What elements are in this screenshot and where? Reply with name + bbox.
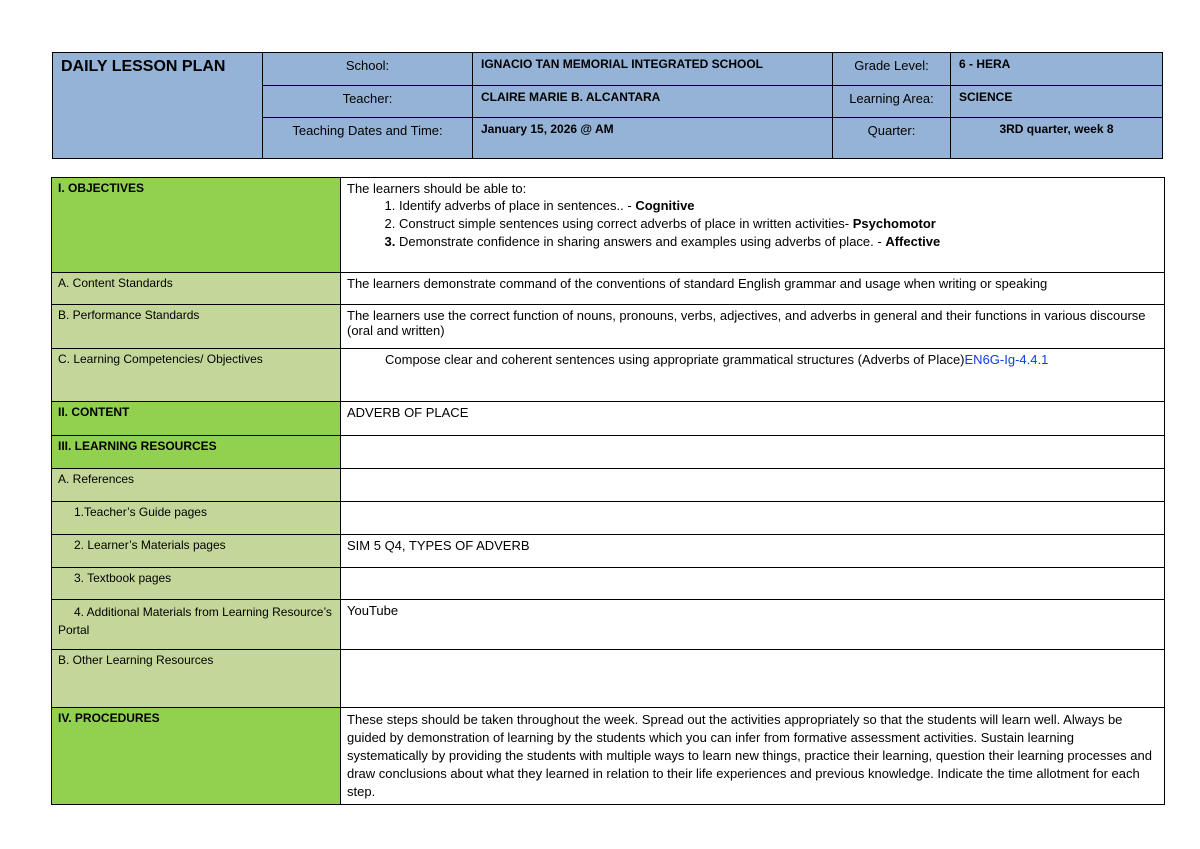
references-label: A. References	[52, 469, 341, 502]
content-standards-row	[52, 273, 1165, 305]
header-table	[52, 52, 1163, 159]
other-resources-label: B. Other Learning Resources	[52, 650, 341, 708]
competencies-label: C. Learning Competencies/ Objectives	[52, 349, 341, 402]
content-row	[52, 402, 1165, 436]
dates-label: Teaching Dates and Time:	[263, 118, 473, 159]
textbook-label: 3. Textbook pages	[74, 571, 172, 585]
learners-materials-label: 2. Learner’s Materials pages	[74, 538, 226, 552]
objective-item: 1. Identify adverbs of place in sentences.. - Cognitive	[399, 198, 1158, 213]
objectives-cell	[341, 178, 1165, 273]
teachers-guide-label: 1.Teacher’s Guide pages	[74, 505, 207, 519]
competencies-value: Compose clear and coherent sentences using appropriate grammatical structures (Adverbs of Place)	[385, 352, 965, 367]
objective-item: 3. Demonstrate confidence in sharing answers and examples using adverbs of place. - Affective	[399, 234, 1158, 249]
learners-materials-row	[52, 535, 1165, 568]
quarter-value: 3RD quarter, week 8	[951, 118, 1163, 159]
lesson-table	[51, 177, 1165, 805]
grade-label: Grade Level:	[833, 53, 951, 86]
teachers-guide-row	[52, 502, 1165, 535]
objective-item: 2. Construct simple sentences using correct adverbs of place in written activities- Psychomotor	[399, 216, 1158, 231]
performance-standards-label: B. Performance Standards	[52, 305, 341, 349]
learners-materials-value: SIM 5 Q4, TYPES OF ADVERB	[341, 535, 1165, 568]
performance-standards-row	[52, 305, 1165, 349]
competency-code: EN6G-Ig-4.4.1	[964, 352, 1049, 367]
content-standards-value: The learners demonstrate command of the conventions of standard English grammar and usage when writing or speaking	[341, 273, 1165, 305]
quarter-label: Quarter:	[833, 118, 951, 159]
procedures-value: These steps should be taken throughout the week. Spread out the activities appropriately so that the students will learn well. Always be guided by demonstration of learning by the students which you can infer from formative assessment activities. Sustain learning systematically by providing the students with multiple ways to learn new things, practice their learning, question their learning processes and draw conclusions about what they learned in relation to their life experiences and previous knowledge. Indicate the time allotment for each step.	[341, 708, 1165, 805]
procedures-label: IV. PROCEDURES	[52, 708, 341, 805]
competencies-row	[52, 349, 1165, 402]
objectives-intro: The learners should be able to:	[347, 181, 527, 196]
teacher-label: Teacher:	[263, 86, 473, 118]
school-value: IGNACIO TAN MEMORIAL INTEGRATED SCHOOL	[473, 53, 833, 86]
other-resources-row	[52, 650, 1165, 708]
content-label: II. CONTENT	[52, 402, 341, 436]
grade-value: 6 - HERA	[951, 53, 1163, 86]
teacher-value: CLAIRE MARIE B. ALCANTARA	[473, 86, 833, 118]
area-value: SCIENCE	[951, 86, 1163, 118]
resources-label: III. LEARNING RESOURCES	[52, 436, 341, 469]
references-row	[52, 469, 1165, 502]
school-label: School:	[263, 53, 473, 86]
objectives-list	[347, 198, 1158, 249]
competencies-cell	[341, 349, 1165, 402]
performance-standards-value: The learners use the correct function of nouns, pronouns, verbs, adjectives, and adverbs in general and their functions in various discourse (oral and written)	[341, 305, 1165, 349]
dates-value: January 15, 2026 @ AM	[473, 118, 833, 159]
plan-title: DAILY LESSON PLAN	[53, 53, 263, 159]
additional-materials-value: YouTube	[341, 600, 1165, 650]
additional-materials-row	[52, 600, 1165, 650]
additional-materials-label: 4. Additional Materials from Learning Resource’s Portal	[58, 605, 332, 637]
content-value: ADVERB OF PLACE	[341, 402, 1165, 436]
procedures-row	[52, 708, 1165, 805]
objectives-row	[52, 178, 1165, 273]
objectives-label: I. OBJECTIVES	[52, 178, 341, 273]
area-label: Learning Area:	[833, 86, 951, 118]
textbook-row	[52, 568, 1165, 600]
resources-row	[52, 436, 1165, 469]
content-standards-label: A. Content Standards	[52, 273, 341, 305]
